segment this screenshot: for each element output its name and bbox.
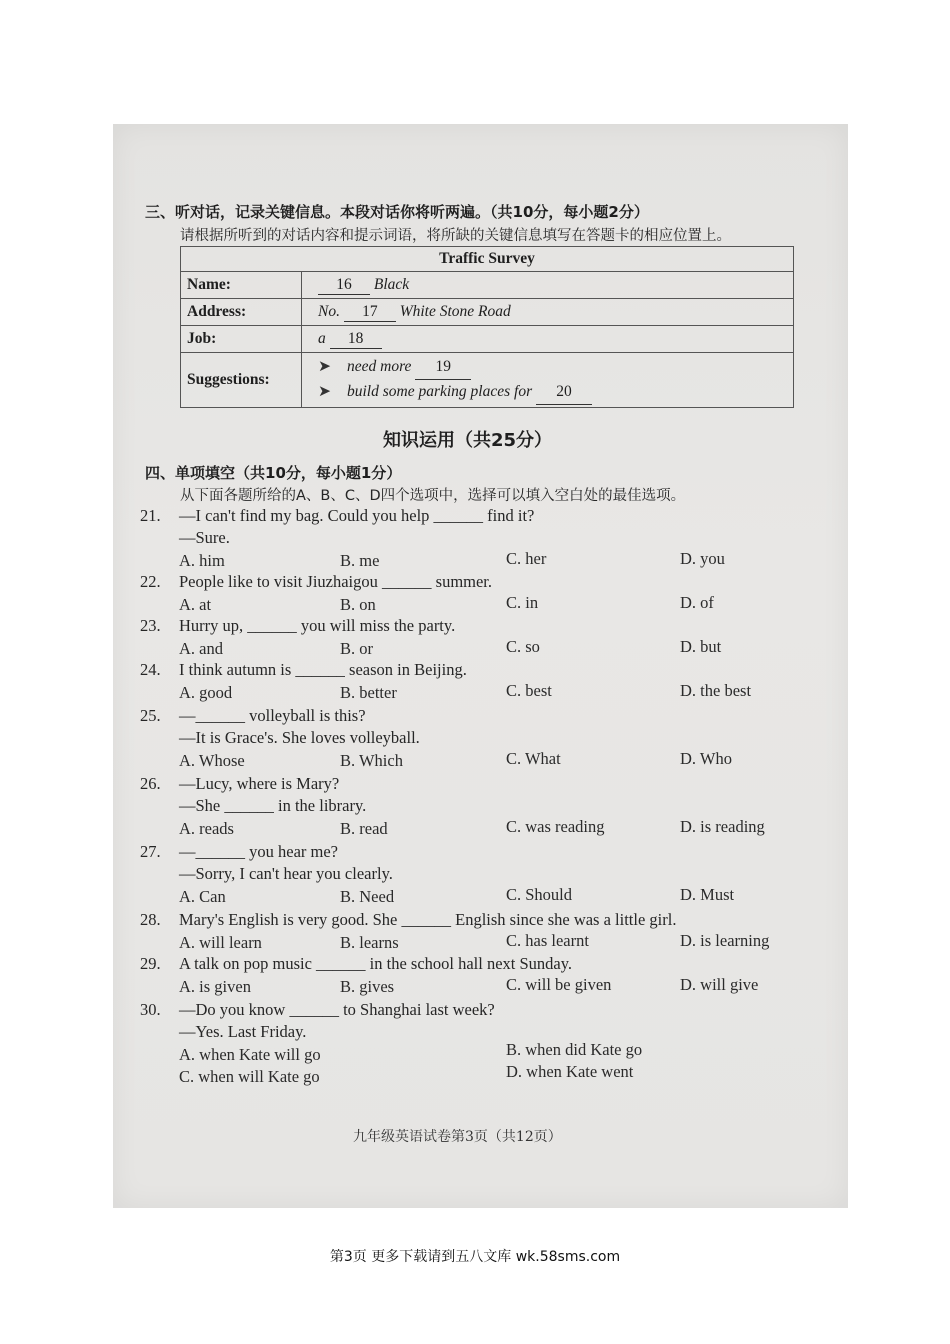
question-number: 23. — [140, 616, 161, 635]
survey-label: Job: — [181, 326, 302, 353]
question-text: Hurry up, ______ you will miss the party. — [179, 616, 456, 635]
survey-row-name — [181, 272, 794, 299]
section4-instruction: 从下面各题所给的A、B、C、D四个选项中，选择可以填入空白处的最佳选项。 — [180, 488, 686, 504]
answer-option: A. Whose — [179, 751, 245, 770]
question-number: 26. — [140, 774, 161, 793]
answer-option: B. me — [340, 551, 380, 570]
answer-option: D. is learning — [680, 931, 770, 950]
survey-value-pre: a — [318, 329, 326, 347]
survey-label: Suggestions: — [181, 353, 302, 408]
blank-20: 20 — [536, 380, 592, 405]
survey-row-address — [181, 299, 794, 326]
part-title: 知识运用（共25分） — [383, 430, 553, 451]
question-text: I think autumn is ______ season in Beijing. — [179, 660, 467, 679]
question-number: 27. — [140, 842, 161, 861]
answer-option: C. Should — [506, 885, 573, 904]
answer-option: D. the best — [680, 681, 752, 700]
survey-label: Name: — [181, 272, 302, 299]
answer-option: C. best — [506, 681, 552, 700]
answer-option: A. good — [179, 683, 233, 702]
suggestion-item: ➤ need more 19 — [318, 355, 787, 380]
answer-option: D. will give — [680, 975, 759, 994]
question-text: —I can't find my bag. Could you help ______ find it? — [179, 506, 535, 525]
question-text: —______ volleyball is this? — [179, 706, 366, 725]
answer-option: B. on — [340, 595, 376, 614]
answer-option: D. but — [680, 637, 722, 656]
answer-option: C. will be given — [506, 975, 612, 994]
survey-value-post: White Stone Road — [399, 302, 511, 320]
section3-heading: 三、听对话，记录关键信息。本段对话你将听两遍。（共10分，每小题2分） — [145, 203, 649, 221]
question-number: 21. — [140, 506, 161, 525]
answer-option: C. in — [506, 593, 539, 612]
answer-option: D. you — [680, 549, 725, 568]
answer-option: A. and — [179, 639, 223, 658]
question-number: 25. — [140, 706, 161, 725]
question-text: A talk on pop music ______ in the school hall next Sunday. — [179, 954, 573, 973]
question-text: —She ______ in the library. — [179, 796, 367, 815]
scanned-page — [113, 124, 848, 1208]
download-footer: 第3页 更多下载请到五八文库 wk.58sms.com — [329, 1249, 621, 1265]
arrow-bullet-icon: ➤ — [318, 358, 331, 375]
answer-option: B. Which — [340, 751, 403, 770]
blank-16: 16 — [318, 276, 370, 295]
answer-option: A. Can — [179, 887, 226, 906]
arrow-bullet-icon: ➤ — [318, 383, 331, 400]
survey-value-pre: No. — [318, 302, 340, 320]
question-text: Mary's English is very good. She ______ English since she was a little girl. — [179, 910, 677, 929]
answer-option: B. better — [340, 683, 397, 702]
question-text: People like to visit Jiuzhaigou ______ summer. — [179, 572, 493, 591]
traffic-survey-table — [180, 246, 794, 408]
answer-option: A. when Kate will go — [179, 1045, 321, 1064]
question-text: —Sorry, I can't hear you clearly. — [179, 864, 393, 883]
question-number: 30. — [140, 1000, 161, 1019]
answer-option: D. of — [680, 593, 714, 612]
blank-17: 17 — [344, 303, 396, 322]
answer-option: D. Who — [680, 749, 732, 768]
answer-option: B. learns — [340, 933, 399, 952]
blank-18: 18 — [330, 330, 382, 349]
answer-option: C. What — [506, 749, 561, 768]
section4-heading: 四、单项填空（共10分，每小题1分） — [145, 464, 402, 482]
question-text: —It is Grace's. She loves volleyball. — [179, 728, 420, 747]
question-number: 29. — [140, 954, 161, 973]
section3-instruction: 请根据所听到的对话内容和提示词语，将所缺的关键信息填写在答题卡的相应位置上。 — [180, 228, 731, 244]
survey-label: Address: — [181, 299, 302, 326]
answer-option: A. at — [179, 595, 212, 614]
answer-option: A. reads — [179, 819, 234, 838]
question-text: —______ you hear me? — [179, 842, 338, 861]
answer-option: A. will learn — [179, 933, 262, 952]
question-number: 22. — [140, 572, 161, 591]
answer-option: C. her — [506, 549, 547, 568]
blank-19: 19 — [415, 355, 471, 380]
answer-option: B. gives — [340, 977, 395, 996]
suggestion-item: ➤ build some parking places for 20 — [318, 380, 787, 405]
question-text: —Lucy, where is Mary? — [179, 774, 340, 793]
answer-option: C. has learnt — [506, 931, 589, 950]
survey-title: Traffic Survey — [181, 247, 794, 272]
question-text: —Sure. — [179, 528, 230, 547]
page-footer: 九年级英语试卷第3页（共12页） — [353, 1129, 562, 1145]
question-number: 28. — [140, 910, 161, 929]
answer-option: D. when Kate went — [506, 1062, 634, 1081]
answer-option: A. him — [179, 551, 225, 570]
question-text: —Do you know ______ to Shanghai last week? — [179, 1000, 495, 1019]
answer-option: B. when did Kate go — [506, 1040, 643, 1059]
question-text: —Yes. Last Friday. — [179, 1022, 307, 1041]
answer-option: C. when will Kate go — [179, 1067, 320, 1086]
survey-row-job — [181, 326, 794, 353]
survey-row-suggestions — [181, 353, 794, 408]
answer-option: D. is reading — [680, 817, 765, 836]
answer-option: C. so — [506, 637, 540, 656]
answer-option: C. was reading — [506, 817, 605, 836]
answer-option: B. read — [340, 819, 388, 838]
answer-option: D. Must — [680, 885, 735, 904]
survey-value-post: Black — [373, 275, 410, 293]
answer-option: B. or — [340, 639, 373, 658]
answer-option: B. Need — [340, 887, 395, 906]
question-number: 24. — [140, 660, 161, 679]
answer-option: A. is given — [179, 977, 251, 996]
